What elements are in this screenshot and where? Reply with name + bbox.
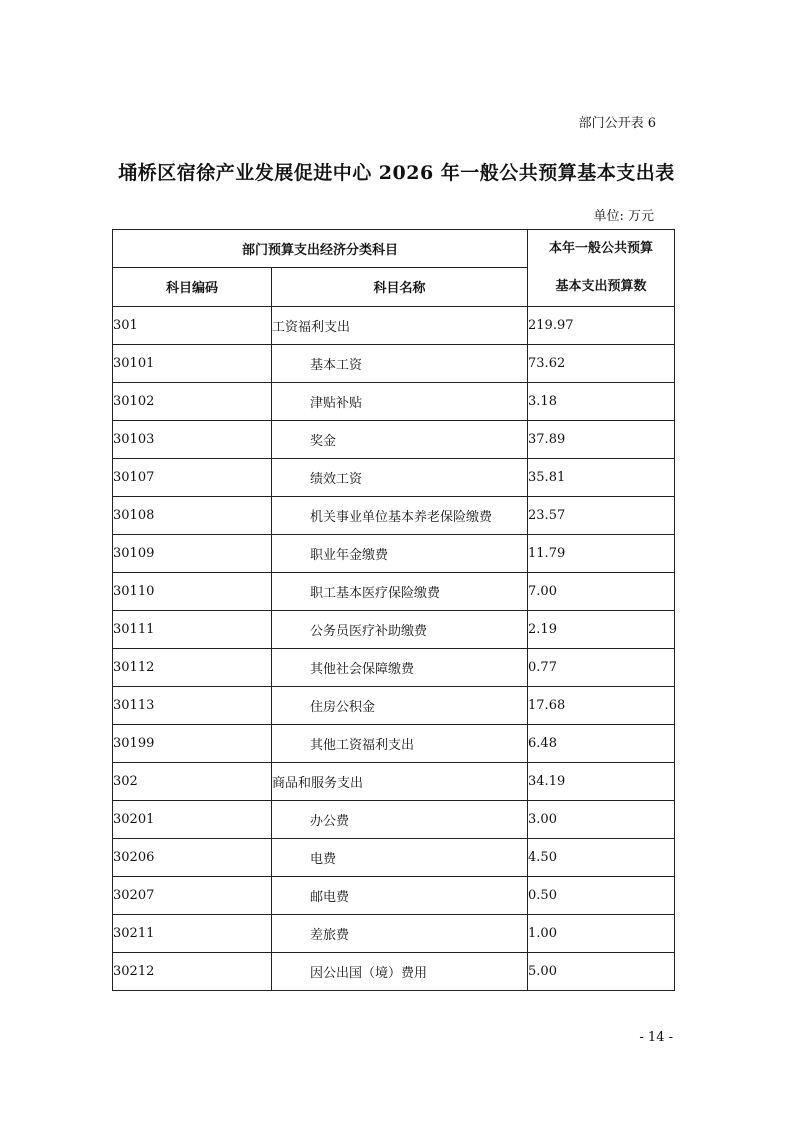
row-name: 商品和服务支出 bbox=[272, 763, 528, 801]
row-code: 30113 bbox=[113, 687, 272, 725]
row-name: 职业年金缴费 bbox=[272, 535, 528, 573]
document-label: 部门公开表 6 bbox=[578, 116, 656, 131]
row-code: 30211 bbox=[113, 915, 272, 953]
row-code: 30109 bbox=[113, 535, 272, 573]
row-code: 30201 bbox=[113, 801, 272, 839]
row-name: 公务员医疗补助缴费 bbox=[272, 611, 528, 649]
row-amount: 219.97 bbox=[528, 307, 675, 345]
table-row bbox=[113, 839, 675, 877]
amount-header-line2: 基本支出预算数 bbox=[555, 279, 647, 294]
row-code: 30112 bbox=[113, 649, 272, 687]
row-amount: 37.89 bbox=[528, 421, 675, 459]
table-row bbox=[113, 953, 675, 991]
row-code: 30107 bbox=[113, 459, 272, 497]
table-row bbox=[113, 877, 675, 915]
row-name: 其他社会保障缴费 bbox=[272, 649, 528, 687]
table-row bbox=[113, 497, 675, 535]
table-row bbox=[113, 687, 675, 725]
row-code: 30110 bbox=[113, 573, 272, 611]
row-name: 绩效工资 bbox=[272, 459, 528, 497]
table-row bbox=[113, 801, 675, 839]
row-amount: 2.19 bbox=[528, 611, 675, 649]
row-name: 办公费 bbox=[272, 801, 528, 839]
row-amount: 6.48 bbox=[528, 725, 675, 763]
row-amount: 1.00 bbox=[528, 915, 675, 953]
table-row bbox=[113, 421, 675, 459]
row-amount: 73.62 bbox=[528, 345, 675, 383]
row-name: 住房公积金 bbox=[272, 687, 528, 725]
amount-header-line1: 本年一般公共预算 bbox=[549, 241, 654, 256]
row-amount: 23.57 bbox=[528, 497, 675, 535]
row-code: 30111 bbox=[113, 611, 272, 649]
row-name: 基本工资 bbox=[272, 345, 528, 383]
row-name: 奖金 bbox=[272, 421, 528, 459]
row-amount: 0.77 bbox=[528, 649, 675, 687]
row-code: 30212 bbox=[113, 953, 272, 991]
name-column-header: 科目名称 bbox=[272, 267, 528, 306]
table-row bbox=[113, 383, 675, 421]
row-code: 30207 bbox=[113, 877, 272, 915]
row-name: 职工基本医疗保险缴费 bbox=[272, 573, 528, 611]
row-amount: 35.81 bbox=[528, 459, 675, 497]
table-row bbox=[113, 611, 675, 649]
row-name: 津贴补贴 bbox=[272, 383, 528, 421]
row-amount: 17.68 bbox=[528, 687, 675, 725]
row-amount: 34.19 bbox=[528, 763, 675, 801]
row-code: 30206 bbox=[113, 839, 272, 877]
row-code: 30108 bbox=[113, 497, 272, 535]
budget-table bbox=[112, 229, 675, 991]
row-amount: 3.00 bbox=[528, 801, 675, 839]
row-code: 30102 bbox=[113, 383, 272, 421]
amount-header bbox=[528, 230, 675, 307]
page-title: 埇桥区宿徐产业发展促进中心 2026 年一般公共预算基本支出表 bbox=[118, 162, 675, 184]
row-name: 电费 bbox=[272, 839, 528, 877]
row-amount: 11.79 bbox=[528, 535, 675, 573]
row-code: 302 bbox=[113, 763, 272, 801]
row-code: 30101 bbox=[113, 345, 272, 383]
row-code: 301 bbox=[113, 307, 272, 345]
row-amount: 7.00 bbox=[528, 573, 675, 611]
table-row bbox=[113, 725, 675, 763]
row-name: 差旅费 bbox=[272, 915, 528, 953]
table-row bbox=[113, 535, 675, 573]
table-row bbox=[113, 649, 675, 687]
row-amount: 4.50 bbox=[528, 839, 675, 877]
row-name: 机关事业单位基本养老保险缴费 bbox=[272, 497, 528, 535]
row-name: 邮电费 bbox=[272, 877, 528, 915]
code-column-header: 科目编码 bbox=[113, 267, 272, 306]
unit-label: 单位: 万元 bbox=[593, 209, 654, 224]
row-code: 30199 bbox=[113, 725, 272, 763]
table-row bbox=[113, 459, 675, 497]
table-row bbox=[113, 307, 675, 345]
table-row bbox=[113, 763, 675, 801]
table-row bbox=[113, 915, 675, 953]
row-name: 工资福利支出 bbox=[272, 307, 528, 345]
row-amount: 5.00 bbox=[528, 953, 675, 991]
row-code: 30103 bbox=[113, 421, 272, 459]
row-name: 其他工资福利支出 bbox=[272, 725, 528, 763]
row-name: 因公出国（境）费用 bbox=[272, 953, 528, 991]
group-header: 部门预算支出经济分类科目 bbox=[113, 230, 528, 268]
table-row bbox=[113, 345, 675, 383]
page-number: - 14 - bbox=[639, 1030, 673, 1045]
row-amount: 3.18 bbox=[528, 383, 675, 421]
row-amount: 0.50 bbox=[528, 877, 675, 915]
table-row bbox=[113, 573, 675, 611]
